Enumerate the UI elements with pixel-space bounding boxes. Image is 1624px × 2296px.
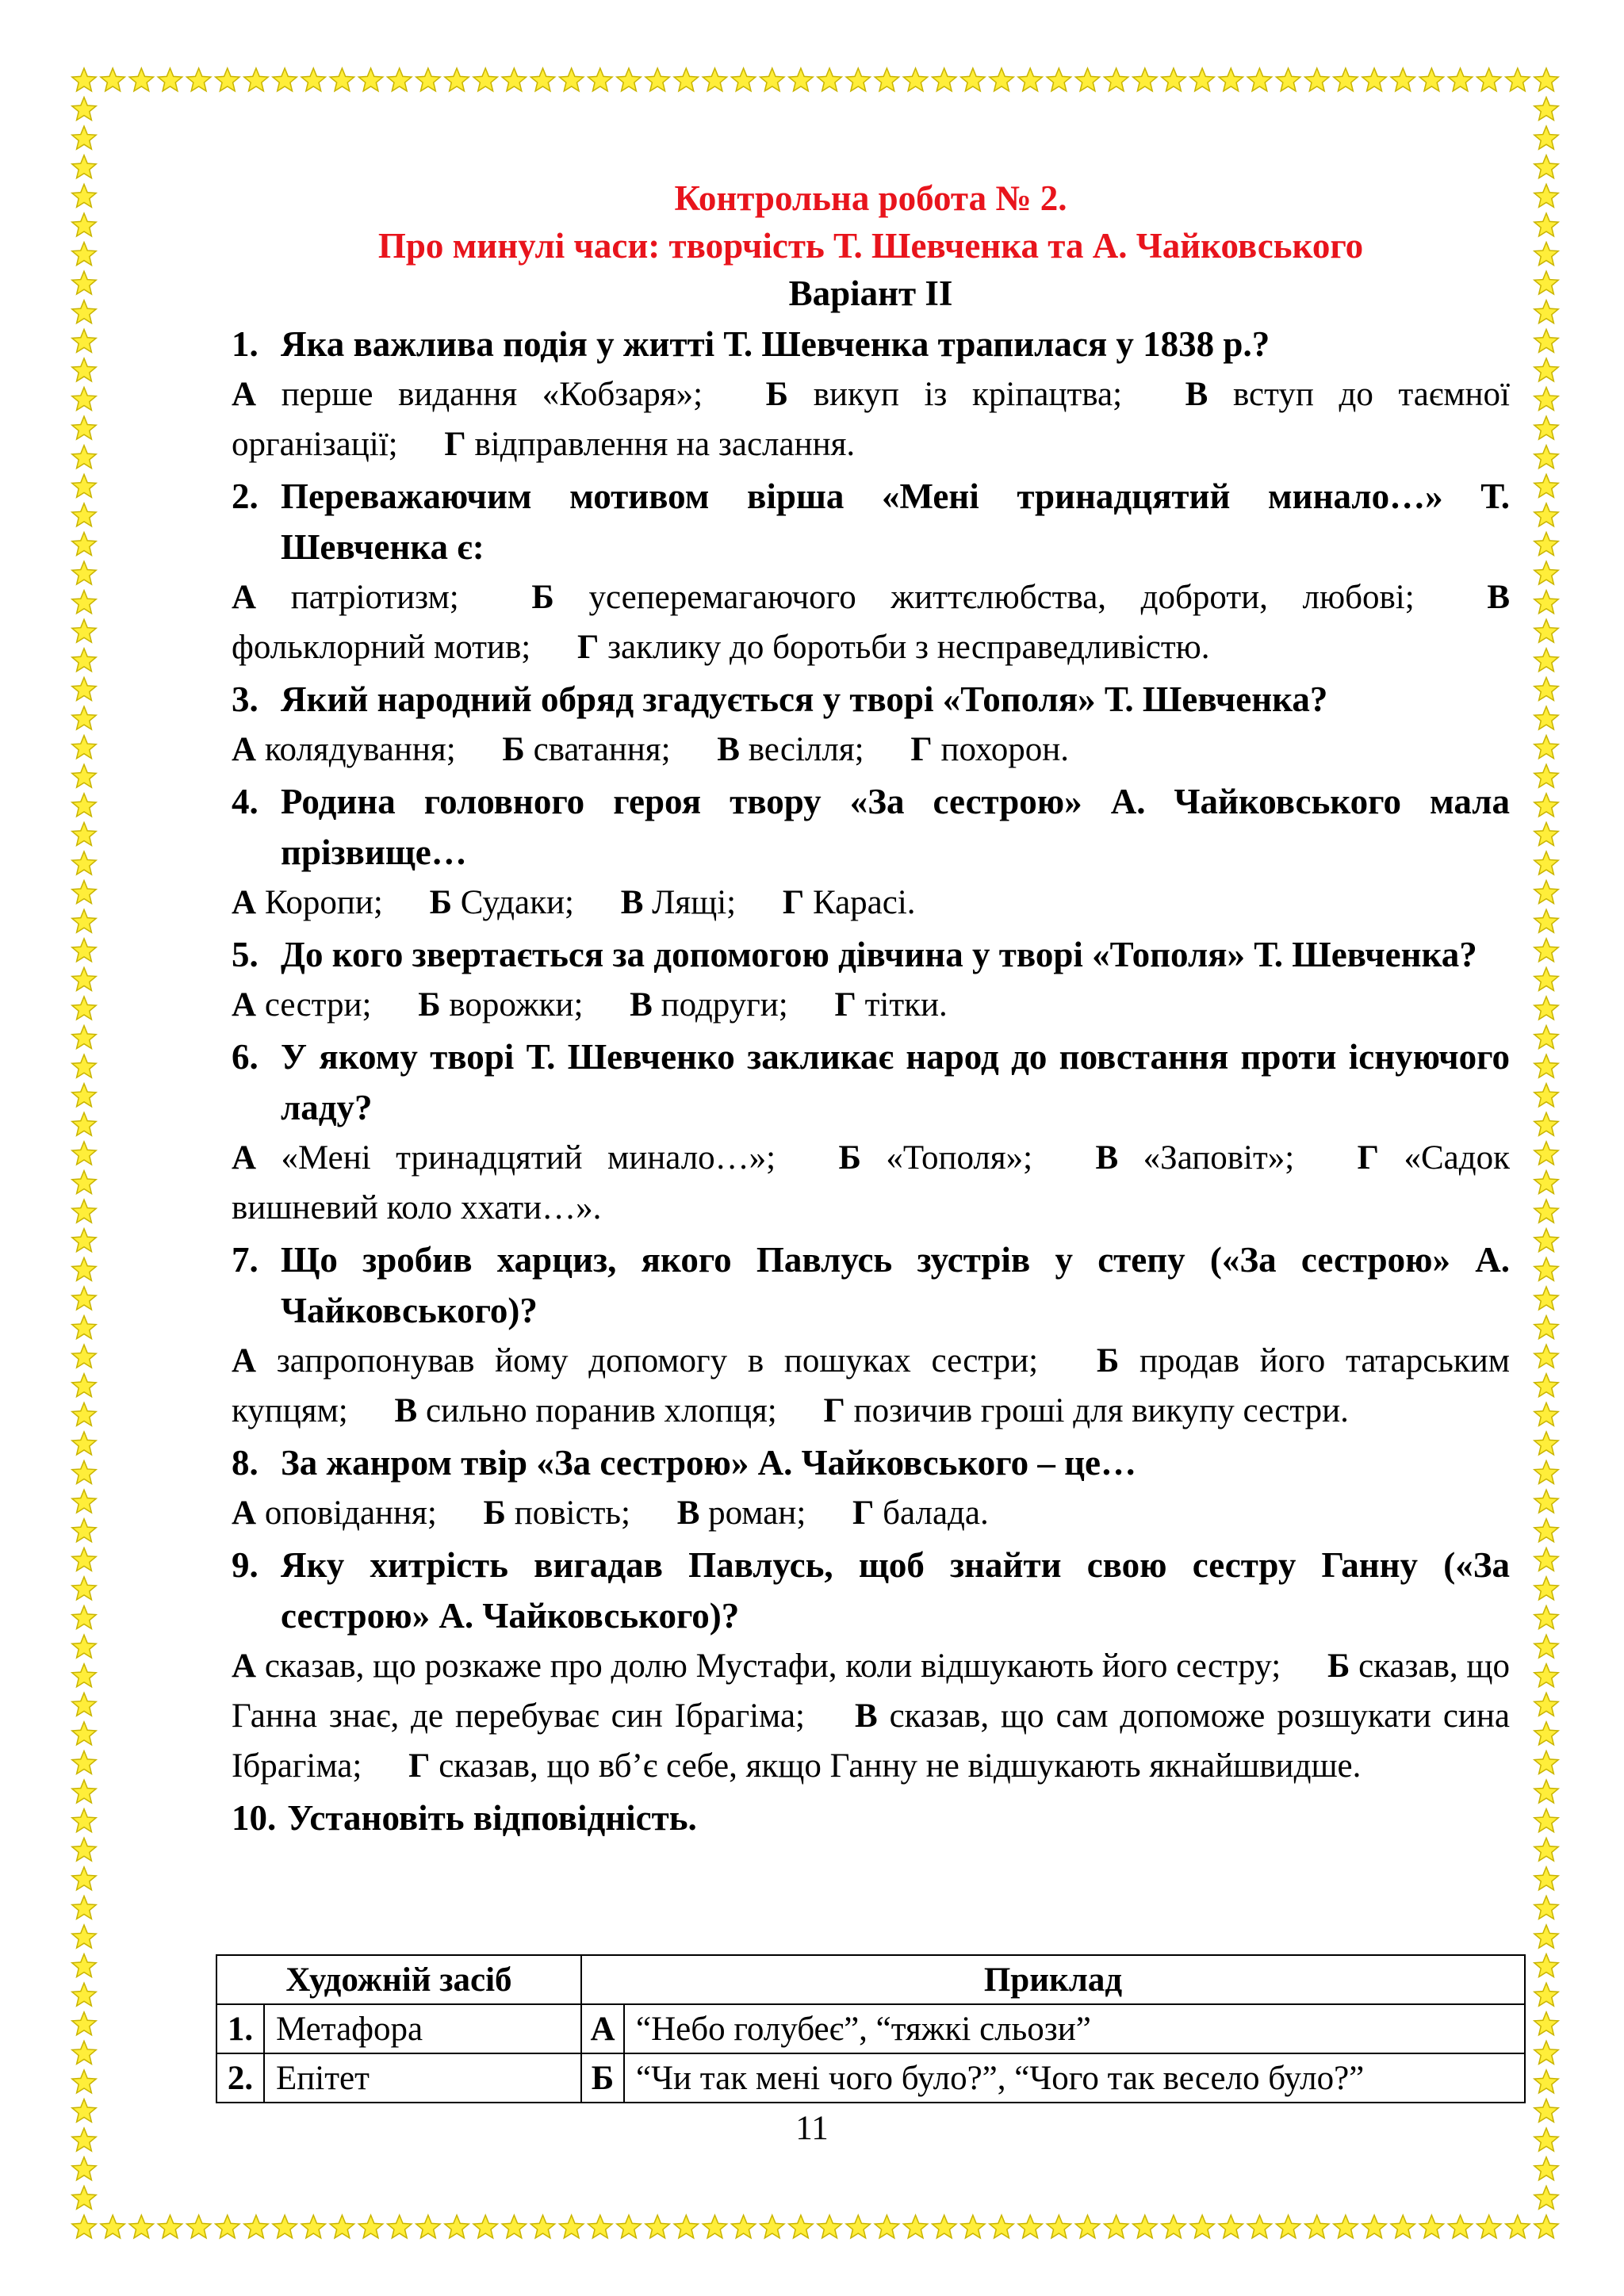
star-icon <box>72 1316 96 1339</box>
star-icon <box>1534 619 1558 642</box>
star-icon <box>1075 2215 1099 2238</box>
star-icon <box>1534 2215 1558 2238</box>
star-icon <box>1075 68 1099 91</box>
star-icon <box>1534 794 1558 817</box>
star-icon <box>1534 1112 1558 1135</box>
star-icon <box>72 649 96 672</box>
star-icon <box>1534 1461 1558 1484</box>
star-icon <box>1448 2215 1472 2238</box>
table-header-row <box>216 1955 1525 2004</box>
star-icon <box>72 1983 96 2006</box>
star-icon <box>1534 1490 1558 1513</box>
star-icon <box>1534 533 1558 556</box>
star-icon <box>1018 2215 1042 2238</box>
star-icon <box>72 1925 96 1948</box>
star-icon <box>502 68 526 91</box>
star-icon <box>760 2215 784 2238</box>
table-row: 2. Епітет Б “Чи так мені чого було?”, “Чого так весело було?” <box>216 2053 1525 2103</box>
star-icon <box>72 736 96 759</box>
star-icon <box>101 2215 124 2238</box>
page-title: Контрольна робота № 2. <box>674 178 1067 218</box>
star-icon <box>1477 2215 1500 2238</box>
star-icon <box>1534 155 1558 178</box>
star-icon <box>1534 1867 1558 1890</box>
star-icon <box>1534 1519 1558 1542</box>
star-icon <box>72 416 96 439</box>
star-icon <box>1534 503 1558 526</box>
star-icon <box>818 2215 841 2238</box>
star-icon <box>1534 446 1558 469</box>
star-icon <box>72 939 96 962</box>
page-subtitle: Про минулі часи: творчість Т. Шевченка та А. Чайковського <box>377 226 1364 266</box>
star-icon <box>1534 1548 1558 1571</box>
star-icon <box>703 68 726 91</box>
star-icon <box>72 619 96 642</box>
star-icon <box>72 1461 96 1484</box>
star-icon <box>101 68 124 91</box>
star-icon <box>933 68 956 91</box>
star-icon <box>72 2157 96 2180</box>
star-icon <box>1534 1345 1558 1368</box>
star-icon <box>1534 416 1558 439</box>
header-device: Художній засіб <box>216 1955 581 2004</box>
star-icon <box>72 1809 96 1832</box>
question-7: 7. Що зробив харциз, якого Павлусь зустрів у степу («За сестрою» А. Чайковського)? <box>232 1240 1510 1330</box>
star-icon <box>416 2215 440 2238</box>
star-icon <box>1305 68 1329 91</box>
star-icon <box>1534 358 1558 381</box>
star-icon <box>1018 68 1042 91</box>
star-icon <box>703 2215 726 2238</box>
answers-6: А «Мені тринадцятий минало…»; Б «Тополя»; В «Заповіт»; Г «Садок вишневий коло ххати…». <box>232 1139 1510 1226</box>
star-icon <box>789 68 813 91</box>
star-icon <box>301 2215 325 2238</box>
star-icon <box>1534 939 1558 962</box>
star-icon <box>1534 1229 1558 1252</box>
star-icon <box>1534 329 1558 352</box>
star-icon <box>1534 1606 1558 1629</box>
star-icon <box>1334 2215 1358 2238</box>
star-icon <box>330 68 354 91</box>
star-icon <box>1477 68 1500 91</box>
star-icon <box>72 1490 96 1513</box>
star-icon <box>1534 881 1558 904</box>
star-icon <box>129 2215 153 2238</box>
star-icon <box>158 68 182 91</box>
matching-table <box>216 1954 1526 2103</box>
star-icon <box>244 2215 268 2238</box>
star-icon <box>903 2215 927 2238</box>
star-icon <box>72 243 96 266</box>
star-icon <box>588 2215 612 2238</box>
star-icon <box>358 68 382 91</box>
star-icon <box>1534 1402 1558 1425</box>
star-icon <box>875 2215 898 2238</box>
star-icon <box>559 68 583 91</box>
star-icon <box>72 1751 96 1774</box>
star-icon <box>388 2215 412 2238</box>
star-icon <box>72 997 96 1020</box>
star-icon <box>1104 68 1128 91</box>
star-icon <box>388 68 412 91</box>
star-icon <box>186 68 210 91</box>
star-icon <box>1133 68 1157 91</box>
star-icon <box>990 2215 1013 2238</box>
star-icon <box>1534 1316 1558 1339</box>
answers-4: А Коропи; Б Судаки; В Лящі; Г Карасі. <box>232 884 916 921</box>
star-icon <box>72 1374 96 1397</box>
star-icon <box>1534 1809 1558 1832</box>
star-icon <box>1247 2215 1271 2238</box>
star-icon <box>445 68 469 91</box>
star-icon <box>1334 68 1358 91</box>
star-icon <box>72 881 96 904</box>
star-icon <box>72 388 96 411</box>
star-icon <box>1362 68 1386 91</box>
star-icon <box>1534 300 1558 323</box>
star-icon <box>216 2215 239 2238</box>
star-icon <box>72 1548 96 1571</box>
star-icon <box>818 68 841 91</box>
star-icon <box>72 1171 96 1194</box>
star-icon <box>1534 1925 1558 1948</box>
star-icon <box>72 98 96 121</box>
answers-3: А колядування; Б сватання; В весілля; Г похорон. <box>232 731 1070 768</box>
star-icon <box>1534 1983 1558 2006</box>
star-icon <box>1276 68 1300 91</box>
star-icon <box>72 1577 96 1600</box>
header-example: Приклад <box>581 1955 1525 2004</box>
star-icon <box>72 1026 96 1049</box>
star-icon <box>846 68 870 91</box>
answers-7: А запропонував йому допомогу в пошуках сестри; Б продав його татарським купцям; В сильно поранив хлопця; Г позичив гроші для викупу сестри. <box>232 1342 1511 1429</box>
question-1: 1. Яка важлива подія у житті Т. Шевченка трапилася у 1838 р.? <box>232 324 1270 364</box>
star-icon <box>1534 1374 1558 1397</box>
star-icon <box>72 561 96 584</box>
star-icon <box>1534 822 1558 845</box>
star-icon <box>72 533 96 556</box>
answers-9: А сказав, що розкаже про долю Мустафи, коли відшукають його сестру; Б сказав, що Ганна знає, де перебуває син Ібрагіма; В сказав, що сам допоможе розшукати сина Ібрагіма; Г сказав, що вб’є себе, якщо Ганну не відшукають якнайшвидше. <box>232 1647 1511 1785</box>
star-icon <box>244 68 268 91</box>
star-icon <box>72 1054 96 1077</box>
star-icon <box>1391 2215 1415 2238</box>
star-icon <box>1534 1026 1558 1049</box>
star-icon <box>72 2215 96 2238</box>
star-icon <box>1133 2215 1157 2238</box>
star-icon <box>72 68 96 91</box>
star-icon <box>72 1345 96 1368</box>
star-icon <box>72 155 96 178</box>
star-icon <box>1534 967 1558 990</box>
star-icon <box>1534 1577 1558 1600</box>
star-icon <box>1219 2215 1243 2238</box>
star-icon <box>1534 2070 1558 2093</box>
star-icon <box>1534 1751 1558 1774</box>
star-icon <box>72 1693 96 1716</box>
star-icon <box>1506 2215 1530 2238</box>
star-icon <box>933 2215 956 2238</box>
star-icon <box>72 1142 96 1165</box>
star-icon <box>72 1200 96 1223</box>
star-icon <box>1534 764 1558 787</box>
star-icon <box>1534 474 1558 497</box>
star-icon <box>1534 2012 1558 2035</box>
star-icon <box>1534 706 1558 729</box>
star-icon <box>358 2215 382 2238</box>
star-icon <box>72 474 96 497</box>
star-icon <box>72 1606 96 1629</box>
star-icon <box>1104 2215 1128 2238</box>
star-icon <box>1534 1896 1558 1919</box>
star-icon <box>273 68 297 91</box>
star-icon <box>1534 243 1558 266</box>
answers-2: А патріотизм; Б усеперемагаючого життєлюбства, доброти, любові; В фольклорний мотив; Г заклику до боротьби з несправедливістю. <box>232 579 1511 666</box>
star-icon <box>1534 1664 1558 1687</box>
star-icon <box>1276 2215 1300 2238</box>
star-icon <box>72 794 96 817</box>
star-icon <box>72 2186 96 2209</box>
star-icon <box>72 1257 96 1280</box>
star-icon <box>903 68 927 91</box>
star-icon <box>961 68 985 91</box>
star-icon <box>72 1896 96 1919</box>
star-icon <box>760 68 784 91</box>
star-icon <box>72 1287 96 1310</box>
question-2: 2. Переважаючим мотивом вірша «Мені тринадцятий минало…» Т. Шевченка є: <box>232 476 1510 567</box>
star-icon <box>72 1402 96 1425</box>
star-icon <box>846 2215 870 2238</box>
star-icon <box>1534 1722 1558 1745</box>
star-icon <box>1219 68 1243 91</box>
star-icon <box>1534 909 1558 932</box>
star-icon <box>789 2215 813 2238</box>
star-icon <box>72 1838 96 1861</box>
star-icon <box>72 1722 96 1745</box>
question-3: 3. Який народний обряд згадується у творі «Тополя» Т. Шевченка? <box>232 679 1328 719</box>
star-icon <box>1419 68 1443 91</box>
star-icon <box>72 300 96 323</box>
star-icon <box>1534 1432 1558 1455</box>
star-icon <box>530 68 554 91</box>
answers-5: А сестри; Б ворожки; В подруги; Г тітки. <box>232 986 948 1024</box>
star-icon <box>1534 997 1558 1020</box>
star-icon <box>875 68 898 91</box>
star-icon <box>473 68 497 91</box>
star-icon <box>72 1519 96 1542</box>
star-icon <box>674 68 698 91</box>
star-icon <box>1047 2215 1071 2238</box>
star-icon <box>731 68 755 91</box>
question-8: 8. За жанром твір «За сестрою» А. Чайковського – це… <box>232 1443 1136 1483</box>
star-icon <box>1534 561 1558 584</box>
star-icon <box>445 2215 469 2238</box>
star-icon <box>330 2215 354 2238</box>
star-icon <box>1047 68 1071 91</box>
star-icon <box>1534 388 1558 411</box>
star-icon <box>1162 2215 1185 2238</box>
star-icon <box>1534 2041 1558 2064</box>
star-icon <box>129 68 153 91</box>
star-icon <box>158 2215 182 2238</box>
star-icon <box>216 68 239 91</box>
star-icon <box>645 68 669 91</box>
star-icon <box>72 1084 96 1107</box>
star-icon <box>1534 1838 1558 1861</box>
star-icon <box>72 1954 96 1977</box>
question-4: 4. Родина головного героя твору «За сестрою» А. Чайковського мала прізвище… <box>232 782 1510 872</box>
star-icon <box>502 2215 526 2238</box>
star-icon <box>1534 1780 1558 1803</box>
star-icon <box>1534 98 1558 121</box>
star-icon <box>72 1867 96 1890</box>
star-icon <box>72 2012 96 2035</box>
star-icon <box>1534 1635 1558 1658</box>
star-icon <box>1534 126 1558 149</box>
table-row: 1. Метафора А “Небо голубеє”, “тяжкі сльози” <box>216 2004 1525 2053</box>
star-icon <box>72 271 96 294</box>
star-icon <box>674 2215 698 2238</box>
star-icon <box>1534 1287 1558 1310</box>
star-icon <box>530 2215 554 2238</box>
star-icon <box>1534 271 1558 294</box>
star-icon <box>301 68 325 91</box>
star-icon <box>1506 68 1530 91</box>
star-icon <box>990 68 1013 91</box>
star-icon <box>72 822 96 845</box>
star-icon <box>72 184 96 207</box>
answers-1: А перше видання «Кобзаря»; Б викуп із кріпацтва; В вступ до таємної організації; Г відправлення на заслання. <box>232 376 1510 463</box>
star-icon <box>72 329 96 352</box>
star-icon <box>72 677 96 700</box>
star-icon <box>72 1635 96 1658</box>
star-icon <box>72 2041 96 2064</box>
star-icon <box>72 851 96 874</box>
star-icon <box>186 2215 210 2238</box>
star-icon <box>588 68 612 91</box>
star-icon <box>1534 1142 1558 1165</box>
star-icon <box>1534 649 1558 672</box>
star-icon <box>1534 1693 1558 1716</box>
star-icon <box>1534 2186 1558 2209</box>
star-icon <box>617 68 641 91</box>
star-icon <box>1247 68 1271 91</box>
star-icon <box>1448 68 1472 91</box>
question-6: 6. У якому творі Т. Шевченко закликає народ до повстання проти існуючого ладу? <box>232 1037 1510 1127</box>
star-icon <box>1419 2215 1443 2238</box>
star-icon <box>1534 736 1558 759</box>
star-icon <box>273 2215 297 2238</box>
star-icon <box>72 1229 96 1252</box>
star-icon <box>1190 2215 1214 2238</box>
star-icon <box>1391 68 1415 91</box>
star-icon <box>1534 1257 1558 1280</box>
star-icon <box>1362 2215 1386 2238</box>
star-icon <box>72 126 96 149</box>
answers-8: А оповідання; Б повість; В роман; Г балада. <box>232 1494 989 1532</box>
star-icon <box>1162 68 1185 91</box>
worksheet <box>232 174 1510 1843</box>
star-icon <box>72 2070 96 2093</box>
star-icon <box>1534 851 1558 874</box>
star-icon <box>1534 591 1558 614</box>
star-icon <box>72 446 96 469</box>
star-icon <box>1534 1054 1558 1077</box>
star-icon <box>1534 1084 1558 1107</box>
star-icon <box>72 1780 96 1803</box>
star-icon <box>617 2215 641 2238</box>
star-icon <box>1534 1200 1558 1223</box>
star-icon <box>559 2215 583 2238</box>
star-icon <box>72 213 96 236</box>
star-icon <box>416 68 440 91</box>
star-icon <box>1534 1954 1558 1977</box>
star-icon <box>645 2215 669 2238</box>
star-icon <box>1534 677 1558 700</box>
star-icon <box>473 2215 497 2238</box>
star-icon <box>72 591 96 614</box>
star-icon <box>72 764 96 787</box>
star-icon <box>72 706 96 729</box>
page-number: 11 <box>795 2110 829 2147</box>
question-10: 10. Установіть відповідність. <box>232 1798 697 1838</box>
star-icon <box>1534 213 1558 236</box>
star-icon <box>72 1112 96 1135</box>
star-icon <box>72 1432 96 1455</box>
star-icon <box>1534 184 1558 207</box>
star-icon <box>1534 68 1558 91</box>
star-icon <box>72 503 96 526</box>
star-icon <box>961 2215 985 2238</box>
star-icon <box>1534 1171 1558 1194</box>
star-icon <box>1534 2157 1558 2180</box>
star-icon <box>72 967 96 990</box>
star-icon <box>1305 2215 1329 2238</box>
star-icon <box>1190 68 1214 91</box>
question-9: 9. Яку хитрість вигадав Павлусь, щоб знайти свою сестру Ганну («За сестрою» А. Чайковського)? <box>232 1545 1510 1636</box>
star-icon <box>72 909 96 932</box>
star-icon <box>72 1664 96 1687</box>
star-icon <box>72 358 96 381</box>
star-icon <box>731 2215 755 2238</box>
variant-label: Варіант ІІ <box>788 274 953 313</box>
question-5: 5. До кого звертається за допомогою дівчина у творі «Тополя» Т. Шевченка? <box>232 935 1477 974</box>
